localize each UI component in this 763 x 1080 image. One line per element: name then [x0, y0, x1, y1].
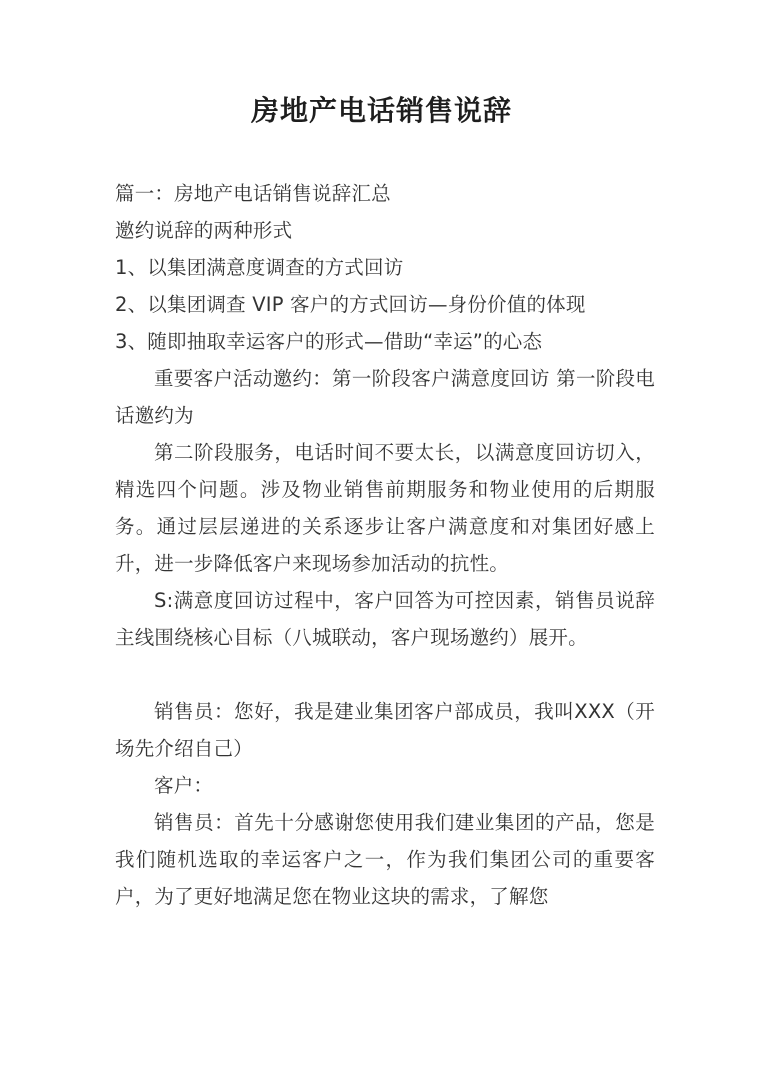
paragraph-spacer	[115, 656, 655, 693]
paragraph: 第二阶段服务，电话时间不要太长，以满意度回访切入，精选四个问题。涉及物业销售前期服务和物业使用的后期服务。通过层层递进的关系逐步让客户满意度和对集团好感上升，进一步降低客户来现场参加活动的抗性。	[115, 441, 655, 575]
dialogue-line: 客户：	[154, 774, 214, 797]
page-title: 房地产电话销售说辞	[250, 94, 512, 127]
list-item: 1、以集团满意度调查的方式回访	[115, 256, 404, 279]
paragraph: S:满意度回访过程中，客户回答为可控因素，销售员说辞主线围绕核心目标（八城联动，客户现场邀约）展开。	[115, 589, 655, 649]
paragraph: 邀约说辞的两种形式	[115, 219, 293, 242]
list-item: 2、以集团调查 VIP 客户的方式回访—身份价值的体现	[115, 293, 586, 316]
dialogue-line: 销售员：首先十分感谢您使用我们建业集团的产品，您是我们随机选取的幸运客户之一，作为我们集团公司的重要客户，为了更好地满足您在物业这块的需求，了解您	[115, 811, 655, 908]
paragraph: 重要客户活动邀约：第一阶段客户满意度回访 第一阶段电话邀约为	[115, 367, 655, 427]
dialogue-line: 销售员：您好，我是建业集团客户部成员，我叫XXX（开场先介绍自己）	[115, 700, 655, 760]
list-item: 3、随即抽取幸运客户的形式—借助“幸运”的心态	[115, 330, 543, 353]
document-body	[115, 175, 655, 915]
paragraph: 篇一：房地产电话销售说辞汇总	[115, 182, 391, 205]
